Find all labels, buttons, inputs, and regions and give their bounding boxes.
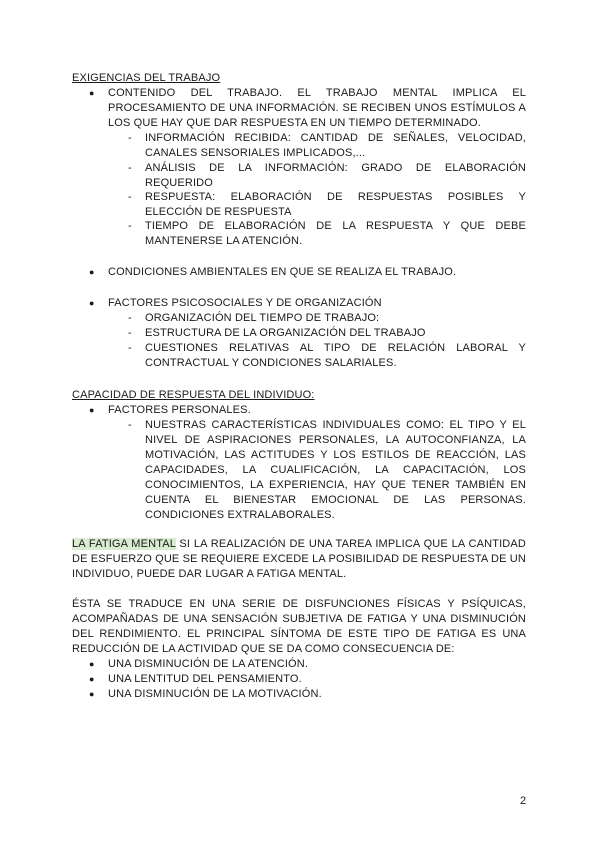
bullet-icon: ●	[89, 267, 95, 277]
dash-icon: -	[128, 132, 132, 144]
dash-icon: -	[128, 162, 132, 174]
bullet-icon: ●	[89, 659, 95, 669]
bullet-motivacion: UNA DISMINUCIÓN DE LA MOTIVACIÓN.	[108, 688, 322, 700]
page-number: 2	[520, 795, 527, 807]
bullet-condiciones: CONDICIONES AMBIENTALES EN QUE SE REALIZA EL TRABAJO.	[108, 266, 457, 278]
bullet-factores-personales: FACTORES PERSONALES.	[108, 404, 251, 416]
bullet-contenido: CONTENIDO DEL TRABAJO. EL TRABAJO MENTAL IMPLICA EL PROCESAMIENTO DE UNA INFORMACIÓN. SE RECIBEN UNOS ESTÍMULOS A LOS QUE HAY QUE DAR RESPUESTA EN UN TIEMPO DETERMINADO.	[108, 87, 526, 129]
bullet-factores: FACTORES PSICOSOCIALES Y DE ORGANIZACIÓN	[108, 297, 382, 309]
dash-icon: -	[128, 191, 132, 203]
bullet-icon: ●	[89, 405, 95, 415]
subitem-respuesta: RESPUESTA: ELABORACIÓN DE RESPUESTAS POSIBLES Y ELECCIÓN DE RESPUESTA	[145, 191, 526, 218]
paragraph-traduce: ÉSTA SE TRADUCE EN UNA SERIE DE DISFUNCIONES FÍSICAS Y PSÍQUICAS, ACOMPAÑADAS DE UNA SENSACIÓN SUBJETIVA DE FATIGA Y UNA DISMINUCIÓN DEL RENDIMIENTO. EL PRINCIPAL SÍNTOMA DE ESTE TIPO DE FATIGA ES UNA REDUCCIÓN DE LA ACTIVIDAD QUE SE DA COMO CONSECUENCIA DE:	[72, 598, 526, 655]
dash-icon: -	[128, 312, 132, 324]
bullet-icon: ●	[89, 88, 95, 98]
bullet-lentitud: UNA LENTITUD DEL PENSAMIENTO.	[108, 673, 302, 685]
subitem-informacion: INFORMACIÓN RECIBIDA: CANTIDAD DE SEÑALES, VELOCIDAD, CANALES SENSORIALES IMPLICADOS,...	[145, 132, 526, 159]
paragraph-fatiga	[72, 537, 526, 582]
heading-exigencias: EXIGENCIAS DEL TRABAJO	[72, 72, 221, 84]
heading-capacidad: CAPACIDAD DE RESPUESTA DEL INDIVIDUO:	[72, 389, 315, 401]
dash-icon: -	[128, 220, 132, 232]
dash-icon: -	[128, 342, 132, 354]
subitem-cuestiones: CUESTIONES RELATIVAS AL TIPO DE RELACIÓN LABORAL Y CONTRACTUAL Y CONDICIONES SALARIALES.	[145, 342, 526, 369]
dash-icon: -	[128, 327, 132, 339]
fatiga-text: SI LA REALIZACIÓN DE UNA TAREA IMPLICA QUE LA CANTIDAD DE ESFUERZO QUE SE REQUIERE EXCEDE LA POSIBILIDAD DE RESPUESTA DE UN INDIVIDUO, PUEDE DAR LUGAR A FATIGA MENTAL.	[72, 538, 526, 580]
dash-icon: -	[128, 419, 132, 431]
subitem-estructura: ESTRUCTURA DE LA ORGANIZACIÓN DEL TRABAJO	[145, 327, 426, 339]
highlight-fatiga-mental: LA FATIGA MENTAL	[72, 538, 176, 550]
subitem-analisis: ANÁLISIS DE LA INFORMACIÓN: GRADO DE ELABORACIÓN REQUERIDO	[145, 162, 526, 189]
subitem-tiempo: TIEMPO DE ELABORACIÓN DE LA RESPUESTA Y QUE DEBE MANTENERSE LA ATENCIÓN.	[145, 220, 526, 247]
subitem-caracteristicas: NUESTRAS CARACTERÍSTICAS INDIVIDUALES COMO: EL TIPO Y EL NIVEL DE ASPIRACIONES PERSONALES, LA AUTOCONFIANZA, LA MOTIVACIÓN, LAS ACTITUDES Y LOS ESTILOS DE REACCIÓN, LAS CAPACIDADES, LA CUALIFICACIÓN, LA CAPACITACIÓN, LOS CONOCIMIENTOS, LA EXPERIENCIA, HAY QUE TENER TAMBIÉN EN CUENTA EL BIENESTAR EMOCIONAL DE LAS PERSONAS. CONDICIONES EXTRALABORALES.	[145, 419, 526, 521]
bullet-atencion: UNA DISMINUCIÓN DE LA ATENCIÓN.	[108, 658, 309, 670]
bullet-icon: ●	[89, 674, 95, 684]
bullet-icon: ●	[89, 298, 95, 308]
subitem-organizacion: ORGANIZACIÓN DEL TIEMPO DE TRABAJO:	[145, 312, 380, 324]
bullet-icon: ●	[89, 689, 95, 699]
